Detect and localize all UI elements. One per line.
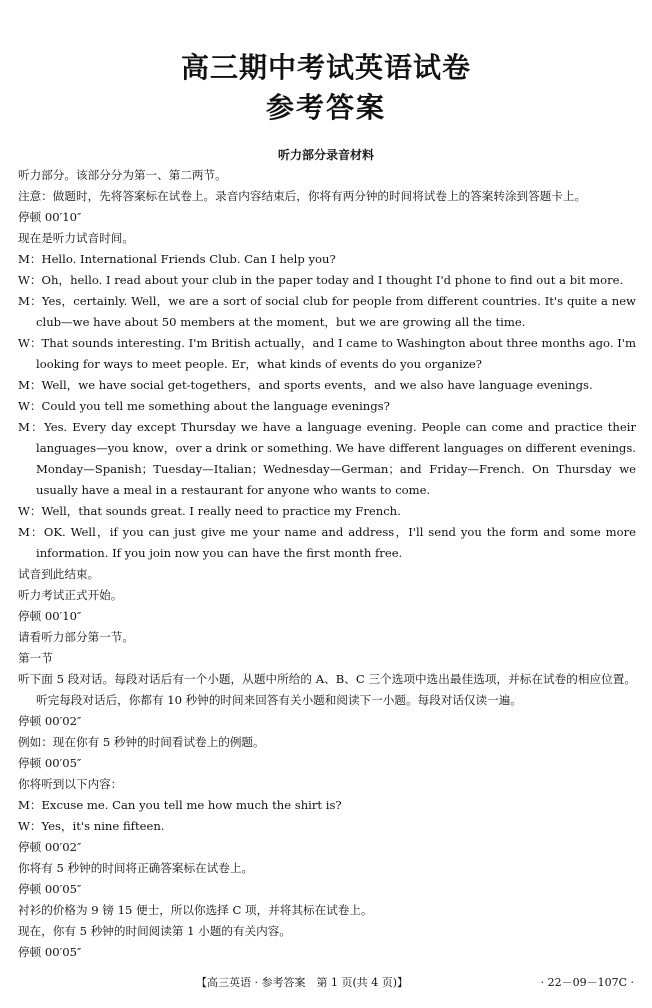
dialogue-paragraph: M：Yes. Every day except Thursday we have a language evening. People can come and practice their languages—you know，over a drink or something. We have different languages on different evenings. Monday—Spanish；Tuesday—Italian；Wednesday—German；and Friday—French. On Thursday we usually have a meal in a restaurant for anyone who wants to come. xyxy=(18,420,636,497)
text-line: 停顿 00′05″ xyxy=(18,756,82,770)
dialogue-line: M：Well，we have social get-togethers，and sports events，and we also have language evenings. xyxy=(18,378,593,392)
text-line: 你将有 5 秒钟的时间将正确答案标在试卷上。 xyxy=(18,861,254,875)
footer-doc-code: · 22－09－107C · xyxy=(540,976,634,989)
text-line: 注意：做题时，先将答案标在试卷上。录音内容结束后，你将有两分钟的时间将试卷上的答案转涂到答题卡上。 xyxy=(18,189,587,203)
section-heading: 听力部分录音材料 xyxy=(277,148,374,162)
dialogue-line: W：Could you tell me something about the language evenings? xyxy=(18,399,390,413)
dialogue-line: W：Yes，it's nine fifteen. xyxy=(18,819,165,833)
section-label: 第一节 xyxy=(18,651,53,665)
footer-page-info: 【高三英语 · 参考答案 第 1 页(共 4 页)】 xyxy=(196,976,409,989)
dialogue-paragraph: M：Yes，certainly. Well，we are a sort of social club for people from different countries. It's quite a new club—we have about 50 members at the moment，but we are growing all the time. xyxy=(18,294,636,329)
dialogue-line: W：Oh，hello. I read about your club in the paper today and I thought I'd phone to find out a bit more. xyxy=(18,273,624,287)
dialogue-line: W：Well，that sounds great. I really need to practice my French. xyxy=(18,504,401,518)
text-line: 停顿 00′02″ xyxy=(18,714,82,728)
dialogue-paragraph: W：That sounds interesting. I'm British actually，and I came to Washington about three months ago. I'm looking for ways to meet people. Er，what kinds of events do you organize? xyxy=(18,336,636,371)
dialogue-line: M：Hello. International Friends Club. Can I help you? xyxy=(18,252,336,266)
text-line: 停顿 00′05″ xyxy=(18,945,82,959)
text-line: 停顿 00′02″ xyxy=(18,840,82,854)
text-line: 例如：现在你有 5 秒钟的时间看试卷上的例题。 xyxy=(18,735,265,749)
text-line: 停顿 00′05″ xyxy=(18,882,82,896)
document-body xyxy=(18,165,636,963)
text-line: 现在，你有 5 秒钟的时间阅读第 1 小题的有关内容。 xyxy=(18,924,291,938)
text-line: 停顿 00′10″ xyxy=(18,609,82,623)
text-line: 现在是听力试音时间。 xyxy=(18,231,134,245)
text-line: 停顿 00′10″ xyxy=(18,210,82,224)
text-line: 试音到此结束。 xyxy=(18,567,100,581)
text-line: 请看听力部分第一节。 xyxy=(18,630,134,644)
page-title: 高三期中考试英语试卷 xyxy=(180,51,471,84)
text-line: 衬衫的价格为 9 镑 15 便士，所以你选择 C 项，并将其标在试卷上。 xyxy=(18,903,373,917)
text-line: 听力考试正式开始。 xyxy=(18,588,123,602)
text-line: 你将听到以下内容： xyxy=(18,777,123,791)
page-subtitle-answers: 参考答案 xyxy=(265,91,386,124)
dialogue-line: M：Excuse me. Can you tell me how much the shirt is? xyxy=(18,798,342,812)
page-footer xyxy=(0,974,652,990)
text-line: 听力部分。该部分分为第一、第二两节。 xyxy=(18,168,227,182)
dialogue-paragraph: M：OK. Well，if you can just give me your name and address，I'll send you the form and some more information. If you join now you can have the first month free. xyxy=(18,525,636,560)
instruction-paragraph: 听下面 5 段对话。每段对话后有一个小题，从题中所给的 A、B、C 三个选项中选出最佳选项，并标在试卷的相应位置。听完每段对话后，你都有 10 秒钟的时间来回答有关小题和阅读下一小题。每段对话仅读一遍。 xyxy=(18,672,636,707)
